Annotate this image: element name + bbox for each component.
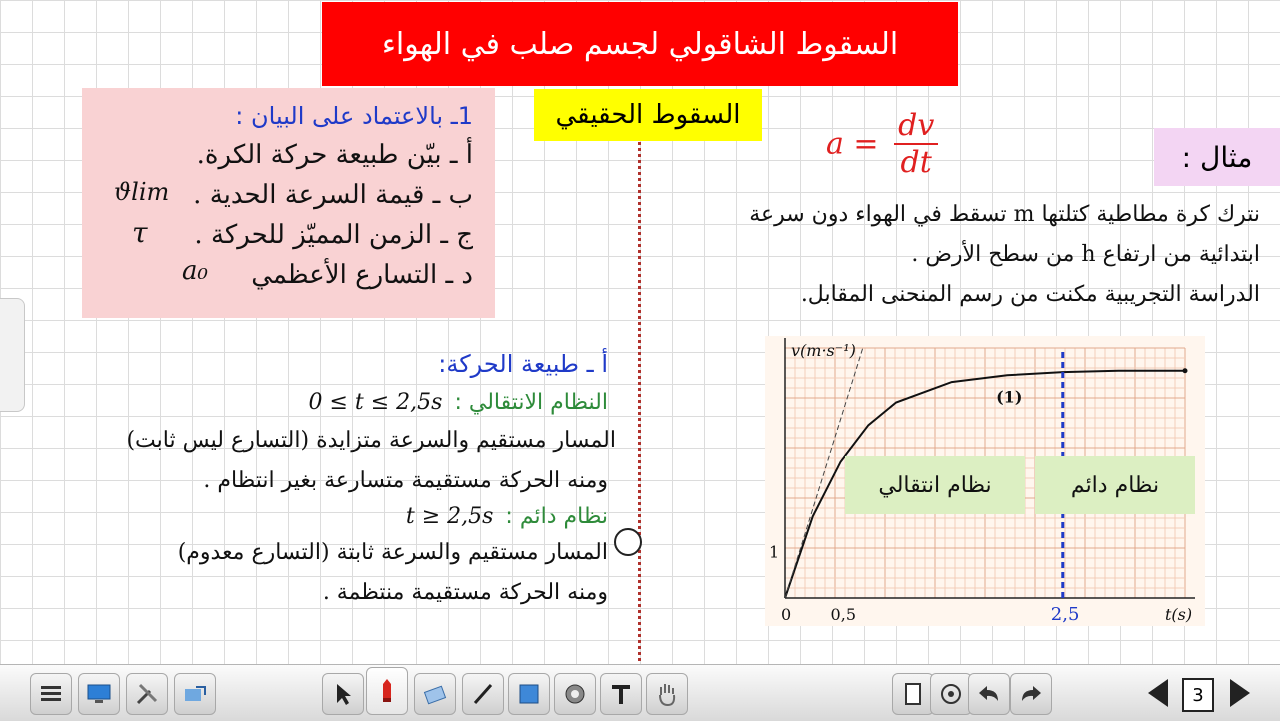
shape-icon[interactable] [508,673,550,715]
prev-page-icon[interactable] [1144,677,1172,713]
region-steady: نظام دائم [1035,456,1195,514]
transient-condition: 0 ≤ t ≤ 2,5s [308,390,443,415]
velocity-chart [765,336,1205,626]
formula-denominator: dt [900,145,932,180]
text-icon[interactable] [600,673,642,715]
x-tick-0-5: 0,5 [830,605,857,624]
page-divider [638,142,641,667]
page-number: 3 [1182,678,1214,712]
undo-icon[interactable] [968,673,1010,715]
display-icon[interactable] [78,673,120,715]
page-add-icon[interactable] [892,673,934,715]
zoom-icon[interactable] [930,673,972,715]
questions-heading: 1ـ بالاعتماد على البيان : [235,102,473,130]
transient-label: النظام الانتقالي : [454,390,608,415]
steady-line-2: ومنه الحركة مستقيمة منتظمة . [322,580,608,605]
side-panel-handle[interactable] [0,298,25,412]
y-tick-1: 1 [769,542,780,562]
transient-line-1: المسار مستقيم والسرعة متزايدة (التسارع ليس ثابت) [126,428,616,453]
lesson-title: السقوط الشاقولي لجسم صلب في الهواء [322,2,958,86]
question-a: أ ـ بيّن طبيعة حركة الكرة. [196,140,473,170]
cursor-icon [614,528,642,556]
example-line-3: الدراسة التجريبية مكنت من رسم المنحنى المقابل. [800,282,1260,307]
vlim-symbol: ϑlim [114,178,170,206]
bottom-toolbar [0,664,1280,721]
steady-label: نظام دائم : [505,504,608,529]
transient-row [309,390,609,415]
pen-icon[interactable] [366,667,408,715]
transient-line-2: ومنه الحركة مستقيمة متسارعة بغير انتظام . [203,468,608,493]
a0-symbol: a₀ [182,256,208,286]
steady-line-1: المسار مستقيم والسرعة ثابتة (التسارع معدوم) [177,540,608,565]
line-icon[interactable] [462,673,504,715]
y-axis-label: v(m·s⁻¹) [791,341,856,360]
region-transient: نظام انتقالي [845,456,1025,514]
select-arrow-icon[interactable] [322,673,364,715]
hand-icon[interactable] [646,673,688,715]
x-tick-2-5: 2,5 [1050,604,1080,625]
curve-label: (1) [996,387,1023,407]
lesson-subtitle: السقوط الحقيقي [534,89,762,141]
example-line-1: نترك كرة مطاطية كتلتها m تسقط في الهواء دون سرعة [749,202,1260,227]
tools-icon[interactable] [126,673,168,715]
x-tick-0: 0 [781,605,792,624]
acceleration-formula [826,108,938,180]
fill-icon[interactable] [554,673,596,715]
question-b: ب ـ قيمة السرعة الحدية . [193,180,473,210]
steady-condition: t ≥ 2,5s [405,504,494,529]
example-label: مثال : [1154,128,1280,186]
formula-numerator: dv [894,108,938,145]
share-icon[interactable] [174,673,216,715]
example-line-2: ابتدائية من ارتفاع h من سطح الأرض . [911,242,1260,267]
next-page-icon[interactable] [1226,677,1254,713]
steady-row [406,504,608,529]
question-c: ج ـ الزمن المميّز للحركة . [194,220,473,250]
menu-icon[interactable] [30,673,72,715]
curve-end-point [1183,368,1188,373]
analysis-heading: أ ـ طبيعة الحركة: [438,350,608,378]
question-d: د ـ التسارع الأعظمي [251,260,473,290]
questions-box [82,88,495,318]
eraser-icon[interactable] [414,673,456,715]
formula-lhs: a = [826,126,879,162]
tau-symbol: τ [132,216,148,249]
x-axis-label: t(s) [1165,605,1193,624]
redo-icon[interactable] [1010,673,1052,715]
